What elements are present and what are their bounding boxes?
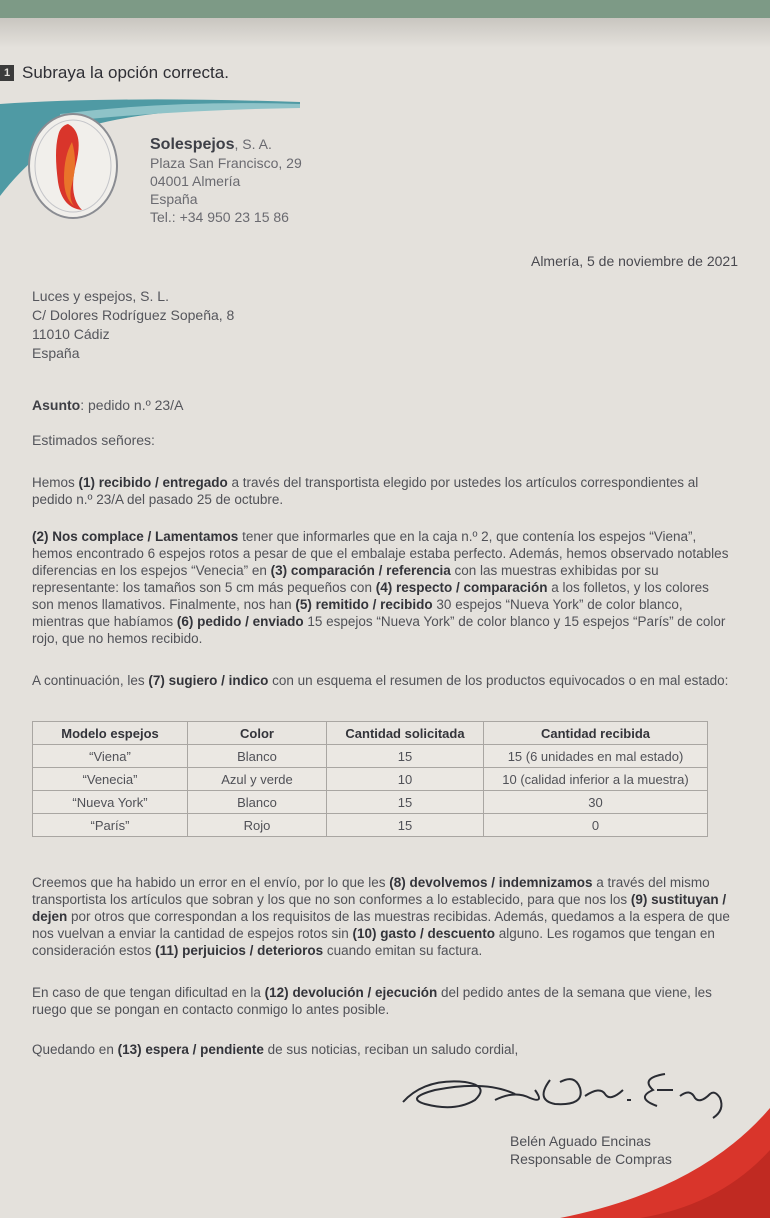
greeting: Estimados señores: (32, 432, 155, 448)
option-pair: espera / pendiente (141, 1042, 264, 1057)
recipient-country: España (32, 345, 80, 361)
cell-requested: 15 (327, 814, 484, 837)
sender-country: España (150, 191, 198, 207)
sender-name: Solespejos (150, 136, 235, 153)
cell-requested: 15 (327, 791, 484, 814)
signer-role: Responsable de Compras (510, 1151, 672, 1167)
option-pair: perjuicios / deterioros (178, 943, 324, 958)
item-number: (9) (630, 892, 648, 907)
option-pair: Nos complace / Lamentamos (48, 529, 239, 544)
cell-received: 15 (6 unidades en mal estado) (484, 745, 708, 768)
item-number: (8) (389, 875, 406, 890)
instruction-text: Subraya la opción correcta. (22, 63, 229, 82)
p2-text: 30 espejos “Nueva York” de color blanco, mientras que habíamos (32, 597, 683, 629)
p6-text: Quedando en (32, 1042, 118, 1057)
option-pair: recibido / entregado (95, 475, 228, 490)
subject-value: : pedido n.º 23/A (80, 397, 184, 413)
p5-text: En caso de que tengan dificultad en la (32, 985, 265, 1000)
signer-name: Belén Aguado Encinas (510, 1133, 651, 1149)
recipient-name: Luces y espejos, S. L. (32, 288, 169, 304)
header-received: Cantidad recibida (484, 722, 708, 745)
option-pair: remitido / recibido (311, 597, 433, 612)
p2-text: tener que informarles que en la caja n.º 2, que contenía los espejos “Viena”, hemos encontrado 6 espejos rotos a pesar de que el embalaje estaba perfecto. Además, hemos observado notables diferencias en los espejos “Venecia” en (32, 529, 729, 578)
sender-suffix: , S. A. (234, 136, 272, 152)
p4-text: cuando emitan su factura. (323, 943, 483, 958)
p2-text: a los folletos, y los colores son menos llamativos. Finalmente, nos han (32, 580, 709, 612)
item-number: (13) (117, 1042, 142, 1057)
item-number: (10) (352, 926, 377, 941)
subject-label: Asunto (32, 397, 81, 413)
option-pair: pedido / enviado (193, 614, 304, 629)
header-requested: Cantidad solicitada (327, 722, 484, 745)
letter-date: Almería, 5 de noviembre de 2021 (530, 253, 738, 269)
cell-color: Blanco (188, 791, 327, 814)
p6-text: de sus noticias, reciban un saludo cordial, (263, 1042, 519, 1057)
cell-model: “Nueva York” (33, 791, 188, 814)
option-pair: comparación / referencia (287, 563, 451, 578)
item-number: (4) (375, 580, 393, 595)
option-pair: devolución / ejecución (288, 985, 438, 1000)
item-number: (5) (295, 597, 312, 612)
header-model: Modelo espejos (33, 722, 188, 745)
item-number: (6) (176, 614, 194, 629)
option-pair: respecto / comparación (392, 580, 548, 595)
cell-received: 30 (484, 791, 708, 814)
p3-text: con un esquema el resumen de los productos equivocados o en mal estado: (268, 673, 729, 688)
p1-text: a través del transportista elegido por ustedes los artículos correspondientes al pedido n.º 23/A del pasado 25 de octubre. (32, 475, 699, 507)
cell-model: “Venecia” (33, 768, 188, 791)
p1-text: Hemos (32, 475, 79, 490)
item-number: (11) (155, 943, 179, 958)
signature-icon (395, 1060, 735, 1124)
p4-text: por otros que correspondan a los requisitos de las muestras recibidas. Además, quedamos a la espera de que nos vuelvan a enviar la cantidad de espejos rotos sin (32, 909, 730, 941)
recipient-city: 11010 Cádiz (32, 326, 110, 342)
item-number: (12) (264, 985, 289, 1000)
item-number: (2) (32, 529, 49, 544)
p5-text: del pedido antes de la semana que viene, les ruego que se pongan en contacto conmigo lo antes posible. (32, 985, 712, 1017)
cell-requested: 10 (327, 768, 484, 791)
option-pair: gasto / descuento (376, 926, 495, 941)
cell-requested: 15 (327, 745, 484, 768)
cell-received: 10 (calidad inferior a la muestra) (484, 768, 708, 791)
item-number: (1) (78, 475, 96, 490)
cell-color: Azul y verde (188, 768, 327, 791)
p4-text: a través del mismo transportista los artículos que sobran y los que no son conformes a lo establecido, para que nos los (32, 875, 710, 907)
p3-text: A continuación, les (32, 673, 149, 688)
p2-text: con las muestras exhibidas por su representante: los tamaños son 5 cm más pequeños con (32, 563, 659, 595)
cell-model: “Viena” (33, 745, 188, 768)
sender-city: 04001 Almería (150, 173, 241, 189)
p4-text: alguno. Les rogamos que tengan en consideración estos (32, 926, 715, 958)
sender-phone: Tel.: +34 950 23 15 86 (150, 209, 289, 225)
sender-address: Plaza San Francisco, 29 (150, 155, 302, 171)
option-pair: devolvemos / indemnizamos (405, 875, 593, 890)
cell-color: Rojo (188, 814, 327, 837)
item-number: (7) (148, 673, 165, 688)
cell-model: “París” (33, 814, 188, 837)
exercise-number: 1 (0, 65, 14, 81)
header-color: Color (188, 722, 327, 745)
p2-text: 15 espejos “Nueva York” de color blanco y 15 espejos “París” de color rojo, que no hemos recibido. (32, 614, 726, 646)
option-pair: sustituyan / dejen (32, 892, 727, 924)
item-number: (3) (270, 563, 288, 578)
p4-text: Creemos que ha habido un error en el envío, por lo que les (32, 875, 390, 890)
cell-color: Blanco (188, 745, 327, 768)
signer-block (510, 1132, 672, 1168)
option-pair: sugiero / indico (164, 673, 269, 688)
cell-received: 0 (484, 814, 708, 837)
recipient-address: C/ Dolores Rodríguez Sopeña, 8 (32, 307, 235, 323)
